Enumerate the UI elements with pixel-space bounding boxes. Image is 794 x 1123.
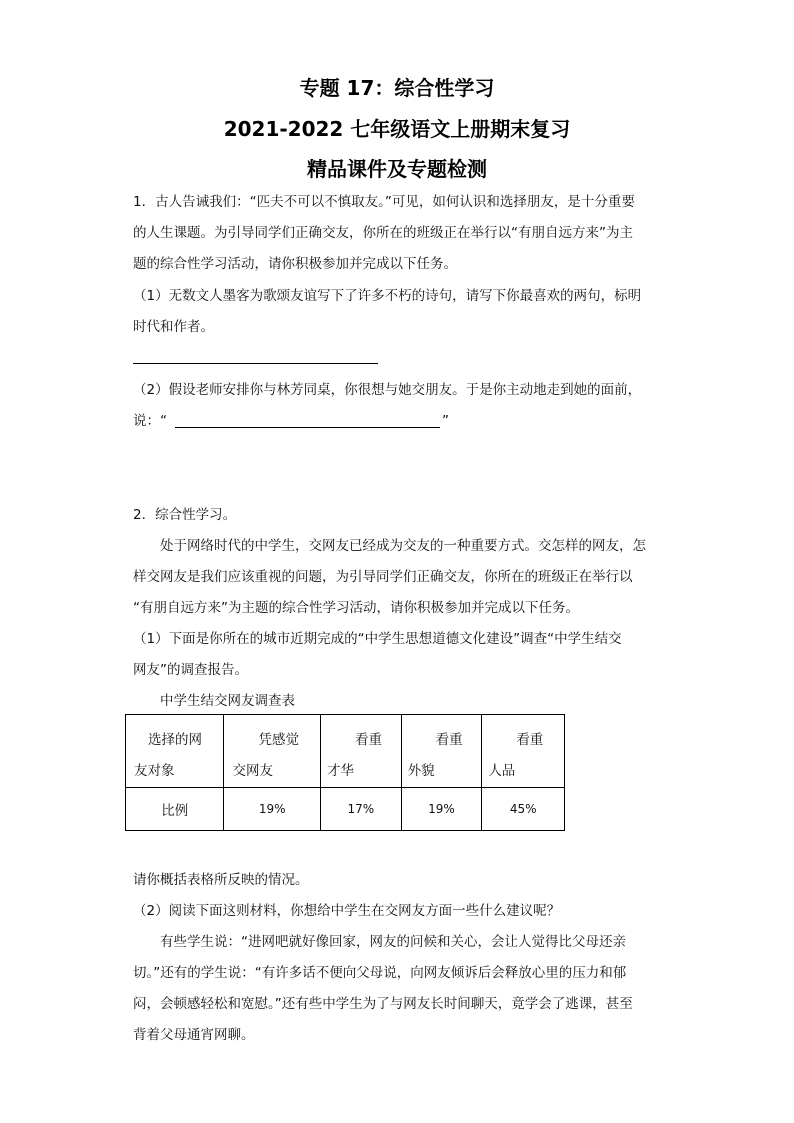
header-text: 看重: [435, 732, 463, 748]
q1-sub2-say-open: 说：“: [133, 413, 167, 429]
header-text: 看重: [516, 732, 544, 748]
value-cell: 17%: [321, 788, 402, 831]
q2-sub2-heading: （2）阅读下面这则材料，你想给中学生在交网友方面一些什么建议呢？: [133, 903, 561, 919]
table-header-cell: [224, 715, 321, 788]
header-text: 人品: [488, 763, 516, 779]
header-text: 才华: [327, 763, 354, 779]
q2-intro-line: 样交网友是我们应该重视的问题，为引导同学们正确交友，你所在的班级正在举行以: [133, 569, 633, 585]
material-line: 闷，会顿感轻松和宽慰。”还有些中学生为了与网友长时间聊天，竟学会了逃课，甚至: [133, 996, 633, 1012]
header-text: 交网友: [232, 763, 273, 779]
header-text: 友对象: [134, 763, 175, 779]
q1-sub1-line: 时代和作者。: [133, 319, 214, 335]
table-header-cell: [482, 715, 565, 788]
row-label-cell: 比例: [126, 788, 224, 831]
table-header-cell: [126, 715, 224, 788]
title-topic: 专题 17：综合性学习: [299, 76, 495, 100]
material-line: 背着父母通宵网聊。: [133, 1027, 255, 1043]
q2-sub1-line: （1）下面是你所在的城市近期完成的“中学生思想道德文化建设”调查“中学生结交: [133, 631, 622, 647]
value-cell: 45%: [482, 788, 565, 831]
q1-sub2-say-close: ”: [442, 413, 449, 429]
q1-line: 的人生课题。为引导同学们正确交友，你所在的班级正在举行以“有朋自远方来”为主: [133, 225, 633, 241]
answer-blank-poem[interactable]: [133, 363, 378, 364]
value-cell: 19%: [224, 788, 321, 831]
header-text: 看重: [355, 732, 382, 748]
q2-intro-line: “有朋自远方来”为主题的综合性学习活动，请你积极参加并完成以下任务。: [133, 600, 579, 616]
q1-sub1-line: （1）无数文人墨客为歌颂友谊写下了许多不朽的诗句，请写下你最喜欢的两句，标明: [133, 288, 642, 304]
q1-sub2-line: （2）假设老师安排你与林芳同桌，你很想与她交朋友。于是你主动地走到她的面前，: [133, 382, 642, 398]
survey-table: [125, 714, 565, 831]
title-subtitle: 精品课件及专题检测: [307, 157, 487, 181]
material-line: 切。”还有的学生说：“有许多话不便向父母说，向网友倾诉后会释放心里的压力和郁: [133, 965, 627, 981]
material-line: 有些学生说：“进网吧就好像回家，网友的问候和关心，会让人觉得比父母还亲: [160, 934, 626, 950]
header-text: 外貌: [407, 763, 435, 779]
value-cell: 19%: [401, 788, 482, 831]
table-row: [126, 788, 565, 831]
q1-line: 题的综合性学习活动，请你积极参加并完成以下任务。: [133, 256, 457, 272]
q2-sub1-line: 网友”的调查报告。: [133, 662, 248, 678]
q2-intro-line: 处于网络时代的中学生，交网友已经成为交友的一种重要方式。交怎样的网友，怎: [160, 538, 646, 554]
title-course: 2021-2022 七年级语文上册期末复习: [223, 117, 571, 141]
table-header-cell: [401, 715, 482, 788]
answer-blank-greeting[interactable]: [175, 427, 440, 428]
q1-line: 1．古人告诫我们：“匹夫不可以不慎取友。”可见，如何认识和选择朋友，是十分重要: [133, 194, 635, 210]
header-text: 凭感觉: [258, 732, 299, 748]
table-caption: 中学生结交网友调查表: [160, 693, 295, 709]
table-header-row: [126, 715, 565, 788]
table-header-cell: [321, 715, 402, 788]
summary-prompt: 请你概括表格所反映的情况。: [133, 872, 309, 888]
header-text: 选择的网: [148, 732, 202, 748]
q2-heading: 2．综合性学习。: [133, 507, 237, 523]
